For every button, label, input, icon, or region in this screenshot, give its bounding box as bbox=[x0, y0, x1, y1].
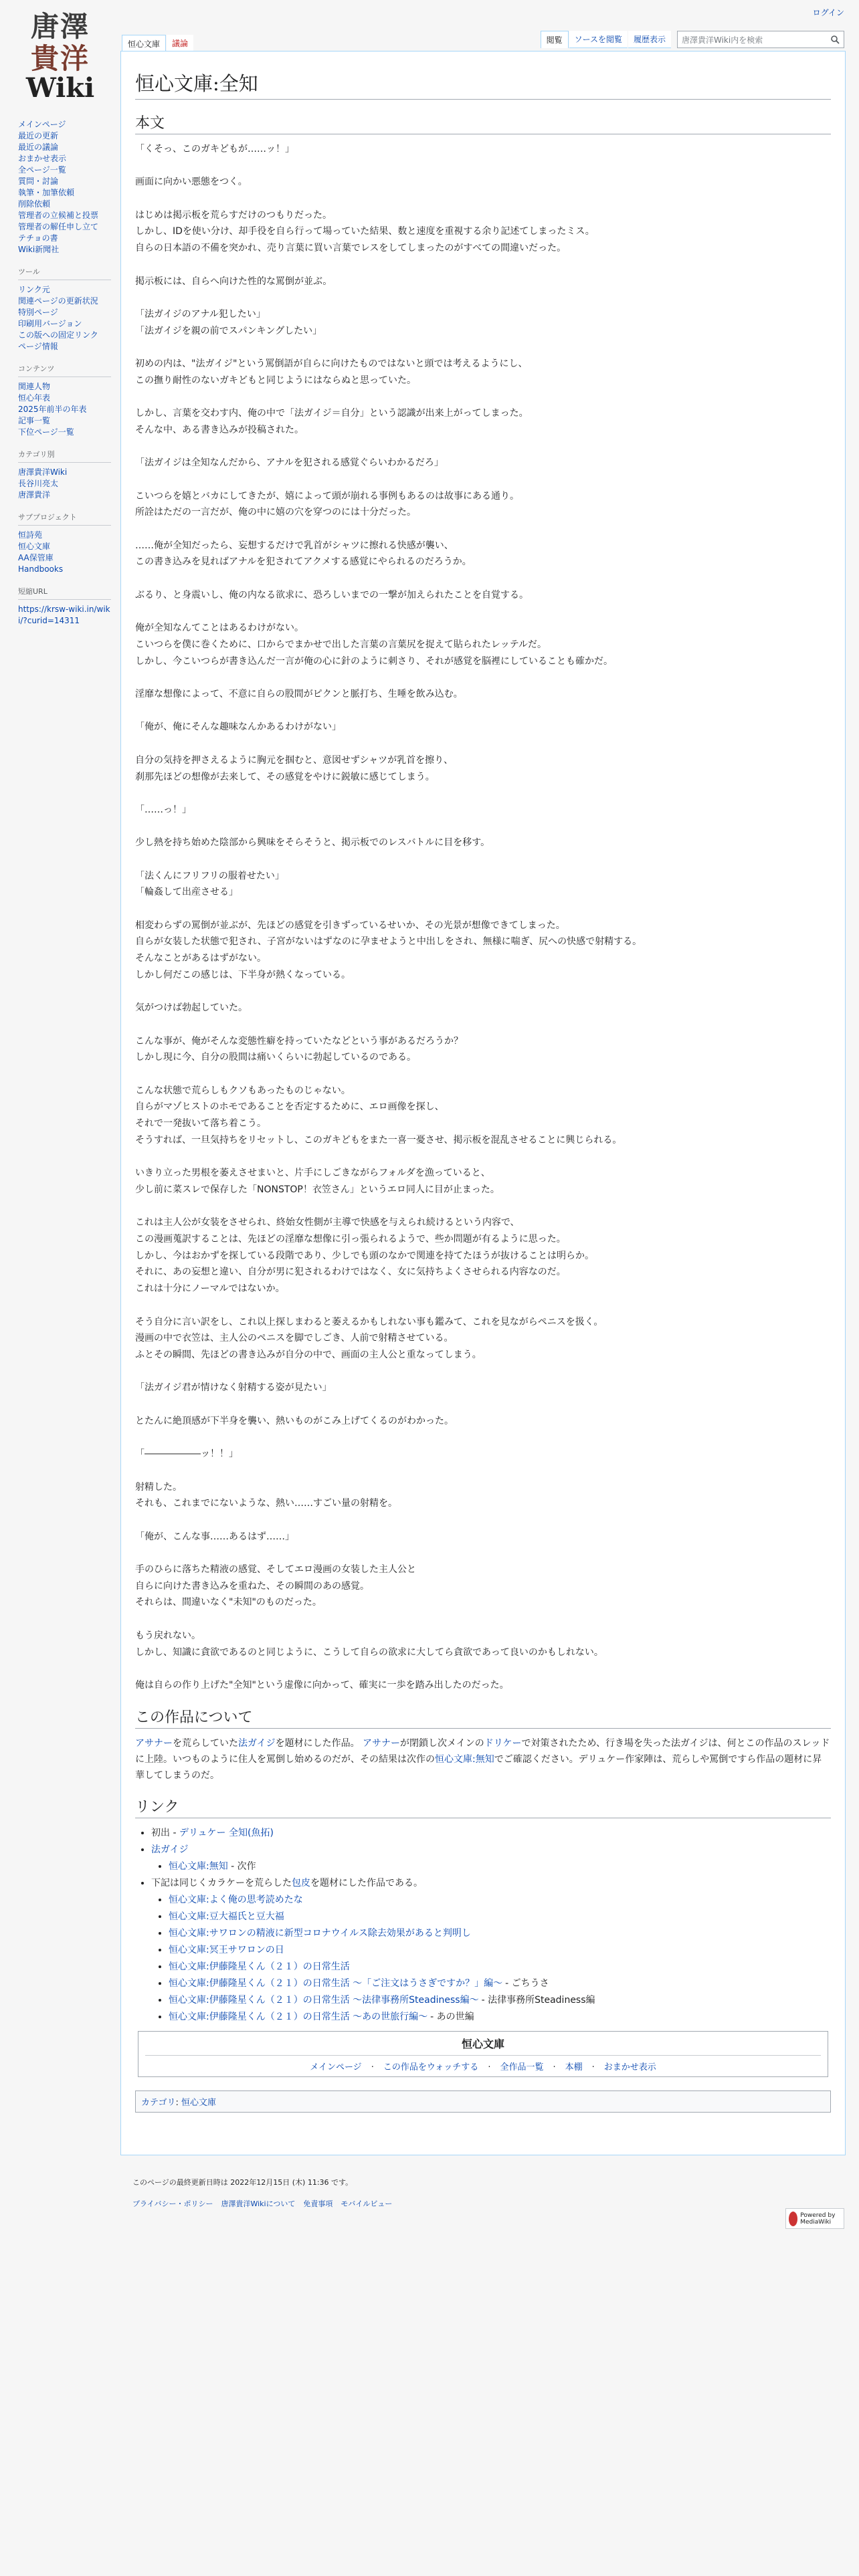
first-publication-link[interactable]: デリュケー 全知(魚拓) bbox=[179, 1827, 274, 1838]
navbox-link[interactable]: メインページ bbox=[310, 2062, 362, 2072]
story-line bbox=[135, 1149, 831, 1166]
sidebar-item[interactable]: 最近の議論 bbox=[18, 142, 59, 152]
sidebar-item[interactable]: 恒心年表 bbox=[18, 393, 51, 403]
namespace-tabs bbox=[122, 35, 194, 52]
sidebar-heading: サブプロジェクト bbox=[18, 512, 111, 526]
personal-tools bbox=[813, 7, 844, 18]
story-line bbox=[135, 1429, 831, 1446]
footer-link[interactable]: 免責事項 bbox=[303, 2199, 333, 2208]
logo-line2: 貴洋 bbox=[30, 42, 90, 75]
list-item bbox=[169, 1942, 831, 1959]
sidebar-item[interactable]: 恒心文庫 bbox=[18, 542, 51, 551]
sidebar-heading: コンテンツ bbox=[18, 363, 111, 377]
section-heading-about: この作品について bbox=[135, 1706, 831, 1729]
sidebar-heading: ツール bbox=[18, 266, 111, 280]
sidebar-item[interactable]: テチョの書 bbox=[18, 233, 58, 243]
sidebar bbox=[0, 119, 118, 637]
story-line: 「俺が、俺にそんな趣味なんかあるわけがない」 bbox=[135, 722, 341, 733]
story-line: 手のひらに落ちた精液の感覚、そしてエロ漫画の女装した主人公と bbox=[135, 1564, 416, 1575]
links-section bbox=[135, 1825, 831, 2026]
story-line bbox=[135, 1396, 831, 1413]
story-line: 「……っ！」 bbox=[135, 804, 191, 815]
story-line: この書き込みを見ればアナルを犯されてアクメする感覚にやられるのだろうか。 bbox=[135, 556, 472, 568]
story-line: ぶるり、と身震いし、俺の内なる欲求に、恐ろしいまでの一撃が加えられたことを自覚する。 bbox=[135, 589, 529, 601]
story-line: 初めの内は、"法ガイジ"という罵倒語が自らに向けたものではないと頭では考えるようにし、 bbox=[135, 358, 528, 370]
story-line: しかし、言葉を交わす内、俺の中で「法ガイジ＝自分」という認識が出来上がってしまった。 bbox=[135, 408, 529, 419]
story-line bbox=[135, 669, 831, 686]
story-line: これは主人公が女装をさせられ、終始女性側が主導で快感を与えられ続けるという内容で、 bbox=[135, 1217, 520, 1228]
story-line bbox=[135, 1198, 831, 1215]
logo-line3: Wiki bbox=[25, 72, 95, 104]
related-work-suffix: - ごちうさ bbox=[505, 1977, 549, 1989]
story-line: 自らの日本語の不備を突かれ、売り言葉に買い言葉でレスをしてしまったのがすべての間違いだった。 bbox=[135, 243, 567, 254]
next-work-link[interactable]: 恒心文庫:無知 bbox=[169, 1860, 228, 1872]
sidebar-item[interactable]: 恒詩苑 bbox=[18, 530, 43, 540]
navbox-link[interactable]: この作品をウォッチする bbox=[383, 2062, 479, 2072]
story-line: 気がつけば勃起していた。 bbox=[135, 1002, 248, 1014]
story-line: もう戻れない。 bbox=[135, 1630, 201, 1641]
mediawiki-icon bbox=[789, 2212, 797, 2226]
story-line bbox=[135, 570, 831, 587]
sidebar-item[interactable]: 印刷用バージョン bbox=[18, 319, 82, 328]
story-line: ……俺が全知だったら、妄想するだけで乳首がシャツに擦れる快感が襲い、 bbox=[135, 540, 454, 551]
sidebar-section bbox=[0, 586, 118, 627]
story-line: 淫靡な想像によって、不意に自らの股間がピクンと脈打ち、生唾を飲み込む。 bbox=[135, 689, 463, 700]
sidebar-item[interactable]: 特別ページ bbox=[18, 308, 58, 317]
category-label-link[interactable]: カテゴリ bbox=[141, 2097, 176, 2108]
story-line: それで一発抜いて落ち着こう。 bbox=[135, 1118, 266, 1130]
navbox-separator: · bbox=[371, 2062, 374, 2072]
about-link-dorikee[interactable]: ドリケー bbox=[484, 1737, 522, 1749]
list-item bbox=[169, 2009, 831, 2026]
related-work-link[interactable]: 恒心文庫:伊藤隆星くん（２１）の日常生活 〜法律事務所Steadiness編〜 bbox=[169, 1994, 479, 2006]
story-line bbox=[135, 191, 831, 207]
sidebar-item[interactable]: 管理者の立候補と投票 bbox=[18, 211, 99, 220]
section-heading-main: 本文 bbox=[135, 112, 831, 134]
sidebar-section bbox=[0, 512, 118, 575]
sidebar-item[interactable]: 唐澤貴洋Wiki bbox=[18, 467, 68, 477]
about-link-hougaiji[interactable]: 法ガイジ bbox=[238, 1737, 276, 1749]
story-line bbox=[135, 290, 831, 306]
tab-talk[interactable]: 議論 bbox=[167, 35, 193, 52]
story-line: しかし、IDを使い分け、却手役を自ら行って場っていた結果、数と速度を重視する余り記述てしまったミス。 bbox=[135, 226, 595, 237]
story-line: とたんに絶頂感が下半身を襲い、熱いものがこみ上げてくるのがわかった。 bbox=[135, 1415, 454, 1426]
related-work-link[interactable]: 恒心文庫:豆大福氏と豆大福 bbox=[169, 1911, 284, 1922]
story-line bbox=[135, 471, 831, 488]
story-line bbox=[135, 984, 831, 1000]
story-line: 「俺が、こんな事……あるはず……」 bbox=[135, 1531, 294, 1542]
search-input[interactable] bbox=[677, 31, 844, 48]
sidebar-item[interactable]: 質問・討論 bbox=[18, 177, 59, 186]
story-line: しかし現に今、自分の股間は痛いくらいに勃起しているのである。 bbox=[135, 1052, 416, 1063]
story-line bbox=[135, 439, 831, 455]
story-line: 自らが女装した状態で犯され、子宮がないはずなのに孕ませようと中出しをされ、無様に喘ぎ、尻への快感で射精する。 bbox=[135, 936, 642, 948]
list-item bbox=[169, 1892, 831, 1909]
tab-page[interactable]: 恒心文庫 bbox=[122, 35, 166, 52]
list-item bbox=[151, 1842, 831, 1875]
story-line bbox=[135, 1297, 831, 1314]
story-line bbox=[135, 1545, 831, 1562]
footer-links bbox=[132, 2198, 400, 2210]
page-title: 恒心文庫:全知 bbox=[135, 69, 831, 100]
sidebar-item[interactable]: AA保管庫 bbox=[18, 553, 54, 562]
sidebar-item[interactable]: 関連ページの更新状況 bbox=[18, 296, 98, 306]
sidebar-section bbox=[0, 449, 118, 501]
story-body bbox=[135, 141, 831, 1694]
sidebar-item[interactable]: おまかせ表示 bbox=[18, 154, 67, 163]
story-line bbox=[135, 1364, 831, 1380]
story-line: こんな事が、俺がそんな変態性癖を持っていたなどという事があるだろうか？ bbox=[135, 1035, 463, 1047]
footer bbox=[132, 2177, 400, 2210]
sidebar-item[interactable]: 全ページ一覧 bbox=[18, 165, 66, 175]
related-work-link[interactable]: 恒心文庫:よく俺の思考読めたな bbox=[169, 1894, 303, 1905]
navbox-link[interactable]: おまかせ表示 bbox=[603, 2062, 656, 2072]
list-item bbox=[169, 1959, 831, 1975]
story-line: 「くそっ、このガキどもが……ッ！」 bbox=[135, 144, 294, 154]
story-line: 相変わらずの罵倒が並ぶが、先ほどの感覚を引きずっているせいか、その光景が想像できてしまった。 bbox=[135, 920, 565, 931]
sidebar-section bbox=[0, 363, 118, 438]
story-line: 画面に向かい悪態をつく。 bbox=[135, 177, 248, 188]
story-line: 漫画の中で衣笠は、主人公のペニスを脚でしごき、人前で射精させている。 bbox=[135, 1333, 454, 1344]
story-line: 少し熱を持ち始めた陰部から興味をそらそうと、掲示板でのレスバトルに目を移す。 bbox=[135, 837, 490, 849]
search-icon[interactable] bbox=[831, 35, 840, 44]
story-line: それらは、間違いなく"未知"のものだった。 bbox=[135, 1597, 322, 1608]
sidebar-item[interactable]: 削除依頼 bbox=[18, 199, 51, 209]
story-line bbox=[135, 851, 831, 868]
story-line bbox=[135, 158, 831, 175]
related-work-link[interactable]: 恒心文庫:サワロンの精液に新型コロナウイルス除去効果があると判明し bbox=[169, 1927, 471, 1939]
list-item: • 下記は同じくカラケーを荒らした包皮を題材にした作品である。 • 恒心文庫:よく俺の思考読めたな • 恒心文庫:豆大福氏と豆大福 • 恒心文庫:サワロンの精液に新型コロナウイルス除去効果があると判明し • 恒心文庫:冥王サワロンの日 • 恒心文庫:伊藤隆星くん（２１）の日常生活 • 恒心文庫:伊藤隆星くん（２１）の日常生活 〜「ご注文はうさぎですか？」編〜 - ごちうさ • 恒心文庫:伊藤隆星くん（２１）の日常生活 〜法律事務所Steadiness編〜 - 法律事務所Steadiness編 • 恒心文庫:伊藤隆星くん（２１）の日常生活 〜あの世旅行編〜 - あの世編 bbox=[151, 1875, 831, 2026]
about-link-asanaa-2[interactable]: アサナー bbox=[363, 1737, 401, 1749]
story-line: 「法ガイジは全知なんだから、アナルを犯される感覚ぐらいわかるだろ」 bbox=[135, 457, 444, 469]
related-work-link[interactable]: 恒心文庫:伊藤隆星くん（２１）の日常生活 bbox=[169, 1961, 350, 1972]
sidebar-heading: 短縮URL bbox=[18, 586, 111, 600]
logo-line1: 唐澤 bbox=[30, 10, 90, 43]
story-line: 掲示板には、自らへ向けた性的な罵倒が並ぶ。 bbox=[135, 276, 332, 287]
story-line: こいつらを嬉とバカにしてきたが、嬉によって頭が崩れる事例もあるのは故事にある通り。 bbox=[135, 490, 519, 502]
story-line bbox=[135, 785, 831, 802]
story-line: そんな中、ある書き込みが投稿された。 bbox=[135, 424, 304, 435]
navbox-separator: · bbox=[553, 2062, 556, 2072]
story-line bbox=[135, 604, 831, 621]
story-line bbox=[135, 703, 831, 720]
story-line: そう自分に言い訳をし、これ以上探しまわると萎えるかもしれない事も鑑みて、これを見ながらペニスを扱く。 bbox=[135, 1316, 603, 1327]
story-line: いきり立った男根を萎えさせまいと、片手にしごきながらフォルダを漁っていると、 bbox=[135, 1168, 490, 1179]
story-line bbox=[135, 736, 831, 752]
main-content bbox=[120, 51, 846, 2155]
footer-link[interactable]: 唐澤貴洋Wikiについて bbox=[221, 2199, 296, 2208]
story-line bbox=[135, 1611, 831, 1628]
story-line bbox=[135, 521, 831, 538]
story-line: しかし、今はおかずを探している段階であり、少しでも頭のなかで関連を持てたほうが抜けることは明らか。 bbox=[135, 1250, 594, 1261]
story-line: 「法ガイジのアナル犯したい」 bbox=[135, 308, 266, 320]
hougaiji-link[interactable]: 法ガイジ bbox=[151, 1844, 189, 1855]
story-line: しかし何だこの感じは、下半身が熱くなっている。 bbox=[135, 969, 351, 980]
story-line: そうすれば、一旦気持ちをリセットし、このガキどもをまた一喜一憂させ、掲示板を混乱させることに興じられる。 bbox=[135, 1134, 622, 1146]
story-line bbox=[135, 1463, 831, 1479]
navbox-separator: · bbox=[488, 2062, 491, 2072]
sidebar-item[interactable]: リンク元 bbox=[18, 285, 50, 294]
list-item bbox=[169, 1909, 831, 1925]
story-line: 「法ガイジを親の前でスパンキングしたい」 bbox=[135, 325, 322, 336]
story-line: 「――――――ッ！！」 bbox=[135, 1448, 238, 1460]
related-work-link[interactable]: 恒心文庫:冥王サワロンの日 bbox=[169, 1944, 284, 1955]
login-link[interactable]: ログイン bbox=[812, 8, 844, 17]
about-text: アサナーを荒らしていた法ガイジを題材にした作品。 アサナーが閉鎖し次メインのドリケーで対策されたため、行き場を失った法ガイジは、何とこの作品のスレッドに上陸。いつものように住人を罵倒し始めるのだが、その結果は次作の恒心文庫:無知でご確認ください。デリュケー作家陣は、荒らしや罵倒ですら作品の題材に昇華してしまうのだ。 bbox=[135, 1737, 830, 1781]
list-item bbox=[169, 1975, 831, 1992]
navbox-link[interactable]: 全作品一覧 bbox=[500, 2062, 544, 2072]
tab-view-source[interactable]: ソースを閲覧 bbox=[569, 31, 628, 48]
sidebar-item[interactable]: この版への固定リンク bbox=[18, 330, 98, 340]
navbox-link[interactable]: 本棚 bbox=[565, 2062, 583, 2072]
sidebar-item[interactable]: 執筆・加筆依頼 bbox=[18, 188, 75, 197]
section-heading-links: リンク bbox=[135, 1796, 831, 1818]
related-work-link[interactable]: 恒心文庫:伊藤隆星くん（２１）の日常生活 〜「ご注文はうさぎですか？」編〜 bbox=[169, 1977, 503, 1989]
navbox-title: 恒心文庫 bbox=[461, 2037, 504, 2050]
list-item: • 初出 - デリュケー 全知(魚拓) bbox=[151, 1825, 831, 1842]
list-item: • 恒心文庫:無知 - 次作 bbox=[169, 1858, 831, 1875]
story-line: はじめは掲示板を荒らすだけのつもりだった。 bbox=[135, 209, 332, 221]
story-line: 射精した。 bbox=[135, 1481, 182, 1493]
related-work-link[interactable]: 恒心文庫:伊藤隆星くん（２１）の日常生活 〜あの世旅行編〜 bbox=[169, 2011, 428, 2022]
related-work-suffix: - あの世編 bbox=[430, 2011, 474, 2022]
footer-link[interactable]: モバイルビュー bbox=[341, 2199, 393, 2208]
sidebar-item[interactable]: メインページ bbox=[18, 120, 66, 129]
sidebar-item[interactable]: 最近の更新 bbox=[18, 131, 59, 140]
sidebar-item[interactable]: Handbooks bbox=[18, 564, 64, 574]
story-line bbox=[135, 1660, 831, 1677]
sidebar-item[interactable]: ページ情報 bbox=[18, 342, 58, 351]
houhi-link[interactable]: 包皮 bbox=[292, 1877, 310, 1889]
sidebar-item[interactable]: 下位ページ一覧 bbox=[18, 427, 74, 437]
story-line bbox=[135, 1066, 831, 1083]
navbox bbox=[138, 2031, 828, 2077]
about-link-muchi[interactable]: 恒心文庫:無知 bbox=[435, 1753, 494, 1765]
category-link[interactable]: 恒心文庫 bbox=[181, 2097, 217, 2108]
search-placeholder: 唐澤貴洋Wiki内を検索 bbox=[682, 35, 763, 45]
about-link-asanaa[interactable]: アサナー bbox=[135, 1737, 173, 1749]
story-line: それも、これまでにないような、熱い……すごい量の射精を。 bbox=[135, 1498, 397, 1509]
story-line: ふとその瞬間、先ほどの書き込みが自分の中で、画面の主人公と重なってしまう。 bbox=[135, 1349, 482, 1360]
story-line: 俺は自らの作り上げた"全知"という虚像に向かって、確実に一歩を踏み出したのだった。 bbox=[135, 1679, 509, 1691]
navbox-links bbox=[145, 2055, 821, 2072]
sidebar-item[interactable]: 管理者の解任申し立て bbox=[18, 222, 99, 231]
story-line: 自らに向けた書き込みを重ねた、その瞬間のあの感覚。 bbox=[135, 1580, 369, 1592]
story-line bbox=[135, 819, 831, 835]
last-modified: このページの最終更新日時は 2022年12月15日 (木) 11:36 です。 bbox=[132, 2178, 353, 2187]
story-line: 自分の気持を押さえるように胸元を掴むと、意図せずシャツが乳首を擦り、 bbox=[135, 754, 454, 766]
footer-link[interactable]: プライバシー・ポリシー bbox=[132, 2199, 213, 2208]
story-line bbox=[135, 1512, 831, 1529]
sidebar-item[interactable]: Wiki新聞社 bbox=[18, 245, 60, 254]
sidebar-item[interactable]: 長谷川亮太 bbox=[18, 479, 59, 488]
view-tabs bbox=[541, 31, 844, 48]
story-line: この漫画蒐訳することは、先ほどの淫靡な想像に引っ張られるようで、些か問題が有るように思った。 bbox=[135, 1234, 566, 1245]
navbox-separator: · bbox=[591, 2062, 595, 2072]
sidebar-section bbox=[0, 266, 118, 352]
story-line: この撫り耐性のないガキどもと同じようにはならぬと思っていた。 bbox=[135, 374, 416, 386]
story-line: 「法ガイジ君が情けなく射精する姿が見たい」 bbox=[135, 1382, 332, 1394]
list-item bbox=[169, 1992, 831, 2009]
story-line: 自らがマゾヒストのホモであることを否定するために、エロ画像を探し、 bbox=[135, 1101, 444, 1113]
category-links: カテゴリ: 恒心文庫 bbox=[135, 2090, 831, 2113]
story-line: これは十分にノーマルではないか。 bbox=[135, 1283, 285, 1295]
story-line: 「輪姦して出産させる」 bbox=[135, 887, 238, 898]
story-line: しかし、今こいつらが書き込んだ一言が俺の心に針のように刺さり、それが感覚を脳裡にしていることも確かだ。 bbox=[135, 655, 613, 667]
sidebar-item[interactable]: 関連人物 bbox=[18, 382, 51, 391]
site-logo[interactable] bbox=[20, 10, 100, 104]
tab-read[interactable]: 閲覧 bbox=[541, 31, 569, 48]
sidebar-item[interactable]: https://krsw-wiki.in/wiki/?curid=14311 bbox=[18, 605, 110, 625]
story-line: しかし、知識に貪欲であるのと同じように、こうして自らの欲求に大してら貪欲であって良いのかもしれない。 bbox=[135, 1646, 603, 1658]
sidebar-heading: カテゴリ別 bbox=[18, 449, 111, 463]
story-line: 「法くんにフリフリの服着せたい」 bbox=[135, 870, 284, 881]
sidebar-item[interactable]: 唐澤貴洋 bbox=[18, 490, 51, 500]
story-line bbox=[135, 339, 831, 356]
sidebar-item[interactable]: 記事一覧 bbox=[18, 416, 51, 425]
tab-history[interactable]: 履歴表示 bbox=[628, 31, 671, 48]
story-line bbox=[135, 1016, 831, 1033]
sidebar-section bbox=[0, 119, 118, 255]
story-line bbox=[135, 901, 831, 918]
story-line: 俺が全知なんてことはあるわけがない。 bbox=[135, 623, 304, 634]
story-line: そんなことがあるはずがない。 bbox=[135, 953, 266, 964]
story-line: 刹那先ほどの想像が去来して、その感覚をやけに鋭敏に感じてしまう。 bbox=[135, 771, 435, 782]
powered-by-text: Powered by MediaWiki bbox=[800, 2212, 836, 2226]
related-work-suffix: - 法律事務所Steadiness編 bbox=[481, 1994, 595, 2006]
powered-by-badge[interactable] bbox=[785, 2208, 844, 2229]
story-line: 少し前に菜スレで保存した「NONSTOP！衣笠さん」というエロ同人に目が止まった。 bbox=[135, 1184, 500, 1195]
story-line: 所詮はただの一言だが、俺の中に嬉の穴を穿つのには十分だった。 bbox=[135, 507, 416, 518]
story-line: こいつらを僕に巻くために、口からでまかせで出した言葉の言葉尻を捉えて貼られたレッテルだ。 bbox=[135, 639, 547, 650]
story-line bbox=[135, 257, 831, 274]
list-item bbox=[169, 1925, 831, 1942]
story-line: こんな状態で荒らしもクソもあったものじゃない。 bbox=[135, 1085, 351, 1096]
sidebar-item[interactable]: 2025年前半の年表 bbox=[18, 405, 87, 414]
story-line: それに、あの妄想と違い、自分が男に犯されるわけではなく、女に気持ちよくさせられる内容なのだ。 bbox=[135, 1267, 566, 1278]
story-line bbox=[135, 389, 831, 405]
